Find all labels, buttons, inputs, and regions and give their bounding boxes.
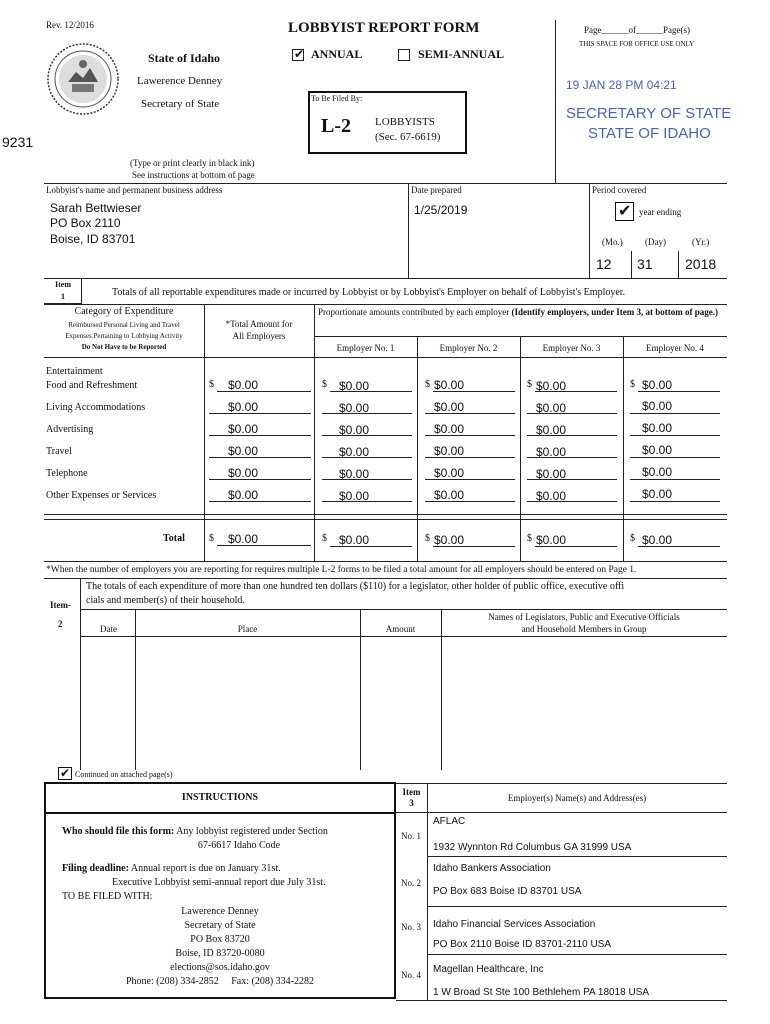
period-month[interactable]: 12	[596, 256, 612, 272]
total-employer-4[interactable]: $0.00	[642, 533, 673, 547]
lobbyist-address-line2[interactable]: Boise, ID 83701	[50, 232, 136, 246]
employer-1-name[interactable]: AFLAC	[433, 816, 466, 827]
received-stamp-date: 19 JAN 28 PM 04:21	[566, 78, 677, 92]
item3-label: Item	[402, 787, 421, 797]
row-label-other: Other Expenses or Services	[46, 490, 157, 501]
employer-header-1: Employer No. 1	[336, 343, 395, 353]
period-label: Period covered	[592, 185, 647, 195]
item2-names-header2: and Household Members in Group	[521, 624, 647, 634]
advertising-total[interactable]: $0.00	[228, 422, 259, 436]
telephone-total[interactable]: $0.00	[228, 466, 259, 480]
annual-checkbox[interactable]: ✔	[294, 47, 305, 61]
form-code: L-2	[321, 115, 351, 137]
item2-names-header1: Names of Legislators, Public and Executive Officials	[488, 612, 680, 622]
dollar-sign: $	[425, 533, 430, 544]
date-prepared-value[interactable]: 1/25/2019	[414, 203, 468, 217]
received-stamp-line2: STATE OF IDAHO	[588, 125, 711, 142]
category-sub2: Expenses Pertaining to Lobbying Activity	[65, 332, 183, 340]
dollar-sign: $	[425, 379, 430, 390]
filed-with-name: Lawerence Denney	[181, 906, 259, 917]
advertising-employer-1[interactable]: $0.00	[339, 423, 370, 437]
entertainment-label: Entertainment	[46, 366, 103, 377]
dollar-sign: $	[209, 379, 214, 390]
food-employer-2[interactable]: $0.00	[434, 378, 465, 392]
instructions-title: INSTRUCTIONS	[181, 792, 259, 803]
food-employer-1[interactable]: $0.00	[339, 379, 370, 393]
employer-header-4: Employer No. 4	[646, 343, 704, 353]
total-label: Total	[163, 533, 185, 544]
total-employer-1[interactable]: $0.00	[339, 533, 370, 547]
filed-with-title: Secretary of State	[184, 920, 256, 931]
dollar-sign: $	[527, 533, 532, 544]
employer-header-2: Employer No. 2	[439, 343, 498, 353]
item2-place-header: Place	[237, 624, 258, 634]
page-label: Page______of______Page(s)	[584, 25, 690, 35]
dollar-sign: $	[527, 379, 532, 390]
telephone-employer-3[interactable]: $0.00	[536, 467, 567, 481]
living-total[interactable]: $0.00	[228, 400, 259, 414]
official-name: Lawerence Denney	[137, 75, 223, 87]
state-seal-icon	[46, 42, 120, 116]
item2-text-line1: The totals of each expenditure of more than one hundred ten dollars ($110) for a legislator, other holder of public office, executive offi	[86, 581, 625, 592]
continued-checkbox[interactable]: ✔	[60, 766, 71, 780]
office-divider	[555, 20, 556, 183]
food-total[interactable]: $0.00	[228, 378, 259, 392]
total-amount-header1: *Total Amount for	[225, 319, 293, 329]
other-employer-2[interactable]: $0.00	[434, 488, 465, 502]
filed-by-label: To Be Filed By:	[311, 94, 363, 103]
office-use-label: THIS SPACE FOR OFFICE USE ONLY	[579, 40, 695, 48]
employer-no-1: No. 1	[401, 831, 421, 841]
travel-employer-3[interactable]: $0.00	[536, 445, 567, 459]
other-employer-4[interactable]: $0.00	[642, 487, 673, 501]
filed-with-phone: Phone: (208) 334-2852 Fax: (208) 334-2282	[125, 976, 315, 987]
telephone-employer-1[interactable]: $0.00	[339, 467, 370, 481]
lobbyist-label: Lobbyist's name and permanent business address	[46, 185, 223, 195]
other-total[interactable]: $0.00	[228, 488, 259, 502]
dollar-sign: $	[630, 533, 635, 544]
total-employer-3[interactable]: $0.00	[536, 533, 567, 547]
other-employer-3[interactable]: $0.00	[536, 489, 567, 503]
telephone-employer-4[interactable]: $0.00	[642, 465, 673, 479]
form-section: (Sec. 67-6619)	[375, 131, 441, 143]
item2-amount-header: Amount	[385, 624, 416, 634]
dollar-sign: $	[630, 379, 635, 390]
advertising-employer-4[interactable]: $0.00	[642, 421, 673, 435]
annual-label: ANNUAL	[311, 47, 363, 61]
lobbyist-address-line1[interactable]: PO Box 2110	[50, 216, 121, 230]
employer-2-name[interactable]: Idaho Bankers Association	[433, 863, 551, 874]
employer-no-3: No. 3	[401, 922, 421, 932]
form-title: LOBBYIST REPORT FORM	[288, 20, 480, 36]
semiannual-checkbox[interactable]	[398, 49, 410, 61]
employer-3-name[interactable]: Idaho Financial Services Association	[433, 919, 596, 930]
item2-number: 2	[58, 619, 63, 629]
row-label-advertising: Advertising	[46, 424, 94, 435]
category-sub1: Reimbursed Personal Living and Travel	[68, 321, 180, 329]
dollar-sign: $	[322, 379, 327, 390]
filed-with-email[interactable]: elections@sos.idaho.gov	[170, 962, 270, 973]
dollar-sign: $	[322, 533, 327, 544]
category-title: Category of Expenditure	[74, 306, 174, 317]
row-label-food: Food and Refreshment	[46, 380, 138, 391]
row-label-travel: Travel	[46, 446, 72, 457]
telephone-employer-2[interactable]: $0.00	[434, 466, 465, 480]
revision-label: Rev. 12/2016	[46, 20, 94, 30]
item2-date-header: Date	[100, 624, 117, 634]
lobbyist-name[interactable]: Sarah Bettwieser	[50, 201, 142, 215]
food-employer-4[interactable]: $0.00	[642, 378, 673, 392]
item1-number: 1	[61, 292, 65, 301]
filed-with-pobox: PO Box 83720	[190, 934, 250, 945]
travel-employer-4[interactable]: $0.00	[642, 443, 673, 457]
total-employer-2[interactable]: $0.00	[434, 533, 465, 547]
official-title: Secretary of State	[141, 98, 220, 110]
item1-heading: Totals of all reportable expenditures made or incurred by Lobbyist or by Lobbyist's Employer on behalf of Lobbyist's Employer.	[112, 287, 626, 298]
month-label: (Mo.)	[602, 237, 623, 247]
living-employer-4[interactable]: $0.00	[642, 399, 673, 413]
item1-footnote: *When the number of employers you are reporting for requires multiple L-2 forms to be filed a total amount for all employers should be entered on Page 1.	[46, 565, 637, 575]
filed-with-label: TO BE FILED WITH:	[62, 891, 153, 902]
who-should-file-code: 67-6617 Idaho Code	[197, 840, 281, 851]
employer-no-2: No. 2	[401, 878, 421, 888]
travel-employer-1[interactable]: $0.00	[339, 445, 370, 459]
year-ending-label: year ending	[639, 207, 682, 217]
instruction-see: See instructions at bottom of page	[132, 170, 255, 180]
living-employer-3[interactable]: $0.00	[536, 401, 567, 415]
living-employer-1[interactable]: $0.00	[339, 401, 370, 415]
category-sub3: Do Not Have to be Reported	[81, 343, 167, 351]
period-year[interactable]: 2018	[685, 256, 717, 272]
employer-header-3: Employer No. 3	[542, 343, 601, 353]
employer-4-address[interactable]: 1 W Broad St Ste 100 Bethlehem PA 18018 USA	[433, 987, 650, 998]
instruction-ink: (Type or print clearly in black ink)	[130, 158, 255, 168]
form-name: LOBBYISTS	[375, 116, 435, 128]
row-label-telephone: Telephone	[46, 468, 88, 479]
day-label: (Day)	[645, 237, 666, 247]
employer-no-4: No. 4	[401, 970, 421, 980]
semiannual-label: SEMI-ANNUAL	[418, 47, 505, 61]
dollar-sign: $	[209, 533, 214, 544]
travel-employer-2[interactable]: $0.00	[434, 444, 465, 458]
employer-1-address[interactable]: 1932 Wynnton Rd Columbus GA 31999 USA	[433, 842, 632, 853]
advertising-employer-3[interactable]: $0.00	[536, 423, 567, 437]
side-number: 9231	[2, 134, 34, 150]
employer-3-address[interactable]: PO Box 2110 Boise ID 83701-2110 USA	[433, 939, 612, 950]
total-amount-header2: All Employers	[232, 331, 286, 341]
item2-text-line2: cials and member(s) of their household.	[86, 595, 245, 606]
continued-label: Continued on attached page(s)	[75, 770, 173, 779]
advertising-employer-2[interactable]: $0.00	[434, 422, 465, 436]
employer-4-name[interactable]: Magellan Healthcare, Inc	[433, 964, 544, 975]
period-day[interactable]: 31	[637, 256, 653, 272]
who-should-file: Who should file this form: Any lobbyist registered under Section	[62, 826, 328, 837]
received-stamp-line1: SECRETARY OF STATE	[566, 105, 732, 122]
grand-total[interactable]: $0.00	[228, 532, 259, 546]
filed-with-city: Boise, ID 83720-0080	[175, 948, 265, 959]
employer-2-address[interactable]: PO Box 683 Boise ID 83701 USA	[433, 886, 582, 897]
year-ending-checkbox[interactable]: ✔	[615, 202, 634, 221]
travel-total[interactable]: $0.00	[228, 444, 259, 458]
row-label-living: Living Accommodations	[46, 402, 146, 413]
living-employer-2[interactable]: $0.00	[434, 400, 465, 414]
food-employer-3[interactable]: $0.00	[536, 379, 567, 393]
item3-number: 3	[409, 798, 414, 808]
proportionate-header: Proportionate amounts contributed by each employer (Identify employers, under Item 3, at bottom of page.)	[318, 307, 719, 317]
filing-deadline-semiannual: Executive Lobbyist semi-annual report due July 31st.	[112, 877, 326, 888]
date-prepared-label: Date prepared	[411, 185, 462, 195]
item1-label: Item	[55, 280, 71, 289]
year-label: (Yr.)	[692, 237, 710, 247]
filing-deadline: Filing deadline: Annual report is due on January 31st.	[62, 863, 281, 874]
item2-label: Item-	[50, 600, 71, 610]
other-employer-1[interactable]: $0.00	[339, 489, 370, 503]
item3-heading: Employer(s) Name(s) and Address(es)	[507, 793, 647, 803]
state-name: State of Idaho	[148, 51, 221, 65]
